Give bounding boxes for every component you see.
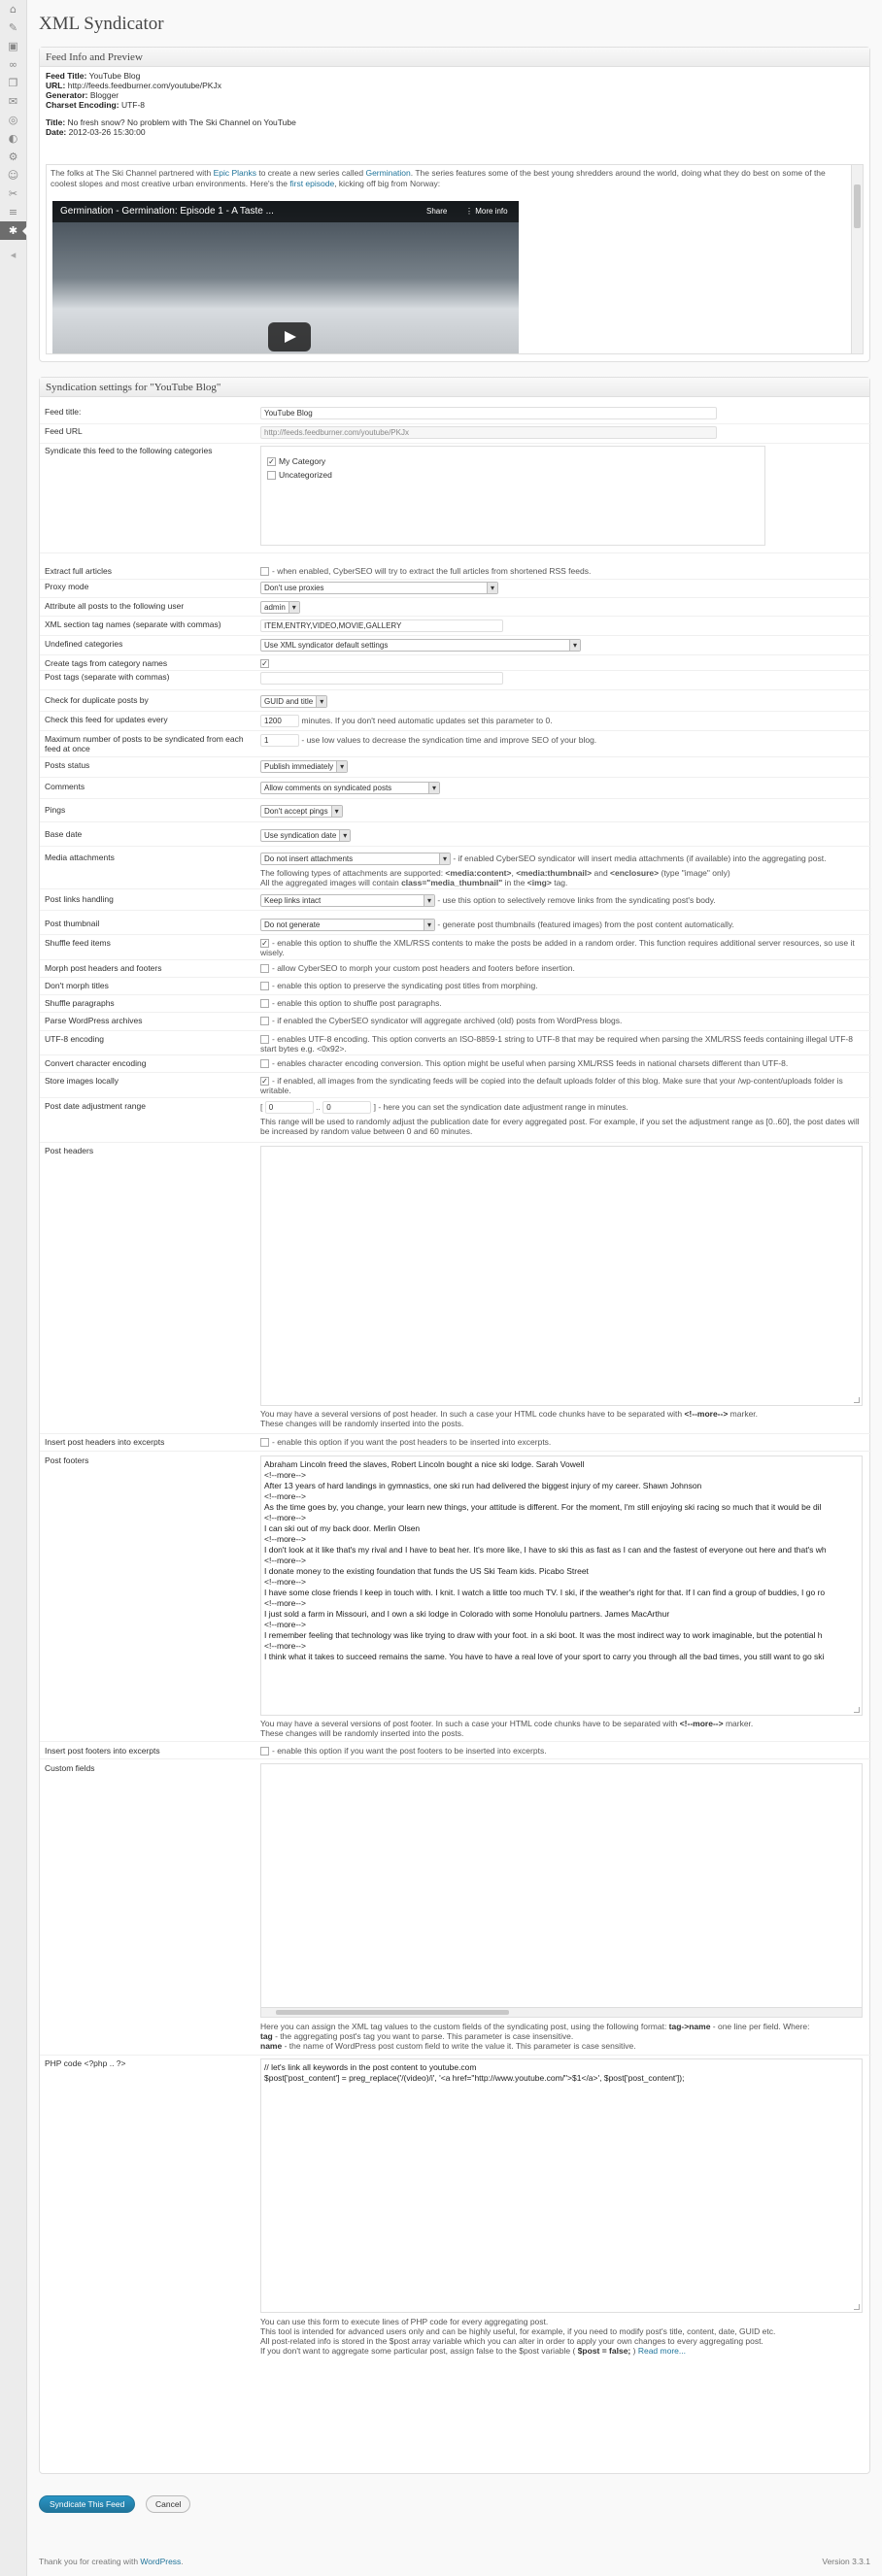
media-desc-2g: (type "image" only) <box>659 868 730 878</box>
footer-line: <!--more--> <box>264 1598 306 1608</box>
attribute-user-select[interactable]: admin ▾ <box>260 601 300 614</box>
shuffle-para-desc: - enable this option to shuffle post paragraphs. <box>272 998 442 1008</box>
category-checkbox[interactable]: ✓ <box>268 457 275 467</box>
store-images-label: Store images locally <box>45 1076 119 1086</box>
post-links-label: Post links handling <box>45 894 114 904</box>
store-images-desc: - if enabled, all images from the syndicating feeds will be copied into the default uploads folder of this blog. Make sure that your /wp-content/uploads folder is writable. <box>260 1076 843 1096</box>
footers-excerpts-desc: - enable this option if you want the post footers to be inserted into excerpts. <box>272 1746 547 1756</box>
admin-menu <box>0 0 27 2576</box>
post-footers-note-1 <box>260 1719 863 1728</box>
media-desc-2d: <media:thumbnail> <box>516 868 593 878</box>
duplicates-label: Check for duplicate posts by <box>45 695 149 705</box>
post-footers-label: Post footers <box>45 1455 89 1465</box>
post-thumb-label: Post thumbnail <box>45 919 100 928</box>
utf8-checkbox[interactable] <box>260 1035 269 1044</box>
post-headers-note <box>260 1409 863 1428</box>
dont-morph-checkbox[interactable] <box>260 982 269 990</box>
custom-fields-label: Custom fields <box>45 1763 95 1773</box>
footer-line: I can ski out of my back door. Merlin Olsen <box>264 1523 421 1533</box>
date-adjust-rbracket: ] <box>373 1102 376 1112</box>
shuffle-para-label: Shuffle paragraphs <box>45 998 115 1008</box>
media-desc-2f: <enclosure> <box>610 868 660 878</box>
charset-label: Charset Encoding: <box>46 100 119 110</box>
preview-text-4: , kicking off big from Norway: <box>334 179 441 188</box>
date-adjust-to[interactable] <box>322 1101 371 1114</box>
dont-morph-desc: - enable this option to preserve the syndicating post titles from morphing. <box>272 981 538 990</box>
morph-headers-desc: - allow CyberSEO to morph your custom post headers and footers before insertion. <box>272 963 575 973</box>
shuffle-feed-checkbox[interactable]: ✓ <box>261 939 268 949</box>
custom-fields-note-2b: - the aggregating post's tag you want to parse. This parameter is case insensitive. <box>272 2031 574 2041</box>
custom-fields-hscrollbar[interactable] <box>261 2007 862 2017</box>
convert-charset-label: Convert character encoding <box>45 1058 147 1068</box>
footer-line: <!--more--> <box>264 1513 306 1522</box>
post-tags-label: Post tags (separate with commas) <box>45 672 170 682</box>
footer-line: <!--more--> <box>264 1620 306 1629</box>
media-desc-2e: and <box>592 868 611 878</box>
media-icon[interactable]: ▣ <box>8 40 18 52</box>
post-links-select[interactable]: Keep links intact ▾ <box>260 894 435 907</box>
settings-icon[interactable]: ≡ <box>8 206 18 218</box>
proxy-select[interactable]: Don't use proxies ▾ <box>260 582 498 594</box>
appearance-icon[interactable]: ◐ <box>8 132 18 145</box>
base-date-label: Base date <box>45 829 83 839</box>
create-tags-label: Create tags from category names <box>45 658 168 668</box>
media-desc-3a: All the aggregated images will contain <box>260 878 402 887</box>
post-footers-note <box>260 1719 863 1738</box>
post-headers-note-1 <box>260 1409 863 1419</box>
footer-line: I think what it takes to succeed remains the same. You have to have a real love of your sport to carry you through all the bad times, you still want to go ski <box>264 1652 825 1661</box>
media-desc-3d: <img> <box>526 878 552 887</box>
play-icon[interactable] <box>268 322 311 351</box>
wordpress-link[interactable]: WordPress <box>140 2557 182 2566</box>
custom-fields-note-1c: - one line per field. Where: <box>710 2022 810 2031</box>
headers-excerpts-checkbox[interactable] <box>260 1438 269 1447</box>
date-adjust-desc: - here you can set the syndication date adjustment range in minutes. <box>378 1102 628 1112</box>
update-every-input[interactable] <box>260 715 299 727</box>
users-icon[interactable]: ☺ <box>7 169 19 182</box>
feed-title-input[interactable] <box>260 407 717 419</box>
comments-select[interactable]: Allow comments on syndicated posts ▾ <box>260 782 440 794</box>
custom-fields-note-2a: tag <box>260 2031 273 2041</box>
pings-label: Pings <box>45 805 66 815</box>
feed-title-label: Feed Title: <box>46 71 87 81</box>
resize-grip[interactable] <box>854 1707 860 1713</box>
duplicates-select[interactable]: GUID and title ▾ <box>260 695 327 708</box>
item-title-label: Title: <box>46 117 66 127</box>
video-player[interactable] <box>52 201 519 354</box>
custom-fields-note <box>260 2022 863 2051</box>
date-adjust-from[interactable] <box>265 1101 314 1114</box>
media-desc-3 <box>260 878 863 887</box>
post-status-select[interactable]: Publish immediately ▾ <box>260 760 348 773</box>
feed-info-box <box>39 47 870 362</box>
update-every-label: Check this feed for updates every <box>45 715 168 724</box>
feed-title-value: YouTube Blog <box>88 71 141 81</box>
footer-line: I donate money to the existing foundation that funds the US Ski Team kids. Picabo Street <box>264 1566 589 1576</box>
collapse-menu-icon[interactable]: ◂ <box>10 249 17 261</box>
category-label: Uncategorized <box>279 470 332 480</box>
post-thumb-select[interactable]: Do not generate ▾ <box>260 919 435 931</box>
post-thumb-desc: - generate post thumbnails (featured images) from the post content automatically. <box>437 919 734 929</box>
extract-full-checkbox[interactable] <box>260 567 269 576</box>
footers-excerpts-checkbox[interactable] <box>260 1747 269 1756</box>
post-headers-note-1b: <!--more--> <box>684 1409 729 1419</box>
parse-wp-label: Parse WordPress archives <box>45 1016 143 1025</box>
post-headers-label: Post headers <box>45 1146 94 1155</box>
media-desc-3c: in the <box>502 878 527 887</box>
php-note-4a: If you don't want to aggregate some particular post, assign false to the $post variable ( <box>260 2346 578 2356</box>
post-tags-input[interactable] <box>260 672 503 685</box>
base-date-select[interactable]: Use syndication date ▾ <box>260 829 351 842</box>
plugins-icon[interactable]: ⚙ <box>8 151 18 163</box>
shuffle-feed-label: Shuffle feed items <box>45 938 111 948</box>
footer-line: Abraham Lincoln freed the slaves, Robert Lincoln bought a nice ski lodge. Sarah Vowell <box>264 1459 585 1469</box>
footer-line: <!--more--> <box>264 1641 306 1651</box>
custom-fields-note-1a: Here you can assign the XML tag values to the custom fields of the syndicating post, using the following format: <box>260 2022 669 2031</box>
attribute-user-label: Attribute all posts to the following user <box>45 601 185 611</box>
dont-morph-label: Don't morph titles <box>45 981 109 990</box>
php-note-4b: $post = false; <box>577 2346 631 2356</box>
syndicate-feed-button[interactable]: Syndicate This Feed <box>39 2495 135 2513</box>
footer-line: I just sold a farm in Missouri, and I own a ski lodge in Colorado with some Honolulu partners. James MacArthur <box>264 1609 670 1619</box>
post-footers-note-2: These changes will be randomly inserted into the posts. <box>260 1728 464 1738</box>
headers-excerpts-label: Insert post headers into excerpts <box>45 1437 165 1447</box>
custom-fields-scroll-thumb[interactable] <box>276 2010 509 2015</box>
convert-charset-checkbox[interactable] <box>260 1059 269 1068</box>
max-posts-input[interactable] <box>260 734 299 747</box>
custom-fields-textarea[interactable] <box>260 1763 863 2018</box>
preview-text-2: to create a new series called <box>256 168 366 178</box>
php-line: // let's link all keywords in the post content to youtube.com <box>264 2062 477 2072</box>
feeds-icon[interactable]: ◎ <box>8 114 18 126</box>
php-note-2: This tool is intended for advanced users only and can be highly useful, for example, if you need to modify post's title, content, date, GUID etc. <box>260 2326 776 2336</box>
xml-tags-input[interactable] <box>260 619 503 632</box>
feed-preview-frame[interactable] <box>46 164 864 354</box>
shuffle-para-checkbox[interactable] <box>260 999 269 1008</box>
footer-line: I don't look at it like that's my rival and I have to beat her. It's more like, I have to ski this as fast as I can and the fastest of everyone out here and that's wh <box>264 1545 827 1555</box>
custom-fields-note-1 <box>260 2022 863 2031</box>
pings-select[interactable]: Don't accept pings ▾ <box>260 805 343 818</box>
media-desc-3b: class="media_thumbnail" <box>401 878 503 887</box>
version-text: Version 3.3.1 <box>822 2557 870 2566</box>
post-footers-textarea[interactable] <box>260 1455 863 1716</box>
post-headers-note-2: These changes will be randomly inserted into the posts. <box>260 1419 464 1428</box>
parse-wp-checkbox[interactable] <box>260 1017 269 1025</box>
headers-excerpts-desc: - enable this option if you want the post headers to be inserted into excerpts. <box>272 1437 552 1447</box>
feed-url-input[interactable] <box>260 426 717 439</box>
extract-full-desc: - when enabled, CyberSEO will try to extract the full articles from shortened RSS feeds. <box>272 566 592 576</box>
dashboard-icon[interactable]: ⌂ <box>10 3 17 16</box>
generator-label: Generator: <box>46 90 88 100</box>
syndication-settings-box <box>39 377 870 2474</box>
post-links-desc: - use this option to selectively remove links from the syndicating post's body. <box>437 894 716 905</box>
footer-line: <!--more--> <box>264 1491 306 1501</box>
convert-charset-desc: - enables character encoding conversion. This option might be useful when parsing XML/RSS feeds in national charsets different than UTF-8. <box>272 1058 789 1068</box>
morph-headers-checkbox[interactable] <box>260 964 269 973</box>
php-note-3: All post-related info is stored in the $post array variable which you can alter in order to apply your own changes to every aggregating post. <box>260 2336 763 2346</box>
create-tags-checkbox[interactable]: ✓ <box>261 659 268 669</box>
extract-full-label: Extract full articles <box>45 566 112 576</box>
footer-text: Thank you for creating with <box>39 2557 141 2566</box>
feed-info-lines <box>40 67 869 137</box>
custom-fields-note-2 <box>260 2031 863 2041</box>
php-note-4 <box>260 2346 863 2356</box>
footer-line: <!--more--> <box>264 1534 306 1544</box>
php-line: $post['post_content'] = preg_replace('/(video)/i', '<a href="http://www.youtube.com/">$1</a>', $post['post_content']); <box>264 2073 685 2083</box>
utf8-label: UTF-8 encoding <box>45 1034 104 1044</box>
tools-icon[interactable]: ✂ <box>8 187 18 200</box>
item-title-value: No fresh snow? No problem with The Ski Channel on YouTube <box>67 117 296 127</box>
read-more-link[interactable]: Read more... <box>637 2346 686 2356</box>
post-footers-note-1a: You may have a several versions of post footer. In such a case your HTML code chunks have to be separated with <box>260 1719 680 1728</box>
parse-wp-desc: - if enabled the CyberSEO syndicator will aggregate archived (old) posts from WordPress blogs. <box>272 1016 623 1025</box>
undefined-cats-label: Undefined categories <box>45 639 123 649</box>
footer-line: I remember feeling that technology was like trying to draw with your foot. in a ski boot. It was the most indirect way to work imaginable, but the potential h <box>264 1630 823 1640</box>
php-code-note <box>260 2317 863 2356</box>
xml-syndicator-icon[interactable]: ✱ <box>0 221 26 240</box>
update-every-desc: minutes. If you don't need automatic updates set this parameter to 0. <box>301 716 553 725</box>
preview-paragraph <box>47 165 863 189</box>
item-date-value: 2012-03-26 15:30:00 <box>68 127 146 137</box>
category-uncategorized[interactable] <box>267 468 759 482</box>
item-date-label: Date: <box>46 127 67 137</box>
footer-line: <!--more--> <box>264 1470 306 1480</box>
media-select[interactable]: Do not insert attachments ▾ <box>260 853 451 865</box>
comments-icon[interactable]: ✉ <box>8 95 18 108</box>
utf8-desc: - enables UTF-8 encoding. This option converts an ISO-8859-1 string to UTF-8 that may be required when parsing the XML/RSS feeds containing illegal UTF-8 start bytes e.g. <0x92>. <box>260 1034 853 1054</box>
cancel-button[interactable]: Cancel <box>146 2495 190 2513</box>
feed-title-label: Feed title: <box>45 407 82 417</box>
post-footers-note-1c: marker. <box>723 1719 754 1728</box>
footer-suffix: . <box>181 2557 184 2566</box>
custom-fields-note-3a: name <box>260 2041 283 2051</box>
categories-box <box>260 446 765 546</box>
pages-icon[interactable]: ❐ <box>8 77 18 89</box>
php-code-label: PHP code <?php .. ?> <box>45 2058 126 2068</box>
post-footers-note-1b: <!--more--> <box>679 1719 724 1728</box>
main-content <box>39 0 870 372</box>
footers-excerpts-label: Insert post footers into excerpts <box>45 1746 160 1756</box>
feed-info-heading: Feed Info and Preview <box>40 48 869 67</box>
video-more-info[interactable]: ⋮ More info <box>465 207 508 216</box>
generator-value: Blogger <box>89 90 119 100</box>
max-posts-desc: - use low values to decrease the syndication time and improve SEO of your blog. <box>301 735 597 745</box>
date-adjust-desc-2: This range will be used to randomly adjust the publication date for every aggregated post. For example, if you set the adjustment range as [0..60], the post dates will be increased by random value between 0 and 60 minutes. <box>260 1117 860 1136</box>
footer-line: <!--more--> <box>264 1556 306 1565</box>
date-adjust-sep: .. <box>316 1102 321 1112</box>
video-title: Germination - Germination: Episode 1 - A Taste ... <box>60 206 274 217</box>
php-code-textarea[interactable] <box>260 2058 863 2313</box>
media-label: Media attachments <box>45 853 115 862</box>
page-title: XML Syndicator <box>39 14 164 34</box>
charset-value: UTF-8 <box>120 100 146 110</box>
resize-grip[interactable] <box>854 2304 860 2310</box>
xml-tags-label: XML section tag names (separate with commas) <box>45 619 221 629</box>
category-checkbox[interactable] <box>267 471 276 480</box>
footer-line: I have some close friends I keep in touch with. I knit. I watch a little too much TV. I ski, if the weather's right for that. If I can find a group of buddies, I go ro <box>264 1588 826 1597</box>
category-my-category[interactable] <box>267 454 759 468</box>
php-note-4c: ) <box>630 2346 638 2356</box>
morph-headers-label: Morph post headers and footers <box>45 963 162 973</box>
links-icon[interactable]: ∞ <box>8 58 18 71</box>
proxy-label: Proxy mode <box>45 582 89 591</box>
footer-line: <!--more--> <box>264 1577 306 1587</box>
footer-line: After 13 years of hard landings in gymnastics, one ski run had delivered the biggest injury of my career. Shawn Johnson <box>264 1481 702 1490</box>
resize-grip[interactable] <box>854 1397 860 1403</box>
preview-scrollbar[interactable] <box>851 165 863 353</box>
category-label: My Category <box>279 456 326 466</box>
custom-fields-note-3b: - the name of WordPress post custom field to write the value it. This parameter is case sensitive. <box>282 2041 636 2051</box>
date-adjust-lbracket: [ <box>260 1102 263 1112</box>
post-status-label: Posts status <box>45 760 90 770</box>
preview-scroll-thumb[interactable] <box>854 184 861 228</box>
shuffle-feed-desc: - enable this option to shuffle the XML/RSS contents to make the posts be added in a random order. This function requires additional server resources, so use it wisely. <box>260 938 855 958</box>
media-desc-2b: <media:content> <box>445 868 512 878</box>
media-desc: - if enabled CyberSEO syndicator will insert media attachments (if available) into the aggregating post. <box>453 853 827 863</box>
post-headers-note-1c: marker. <box>728 1409 759 1419</box>
preview-text-1: The folks at The Ski Channel partnered with <box>51 168 214 178</box>
date-adjust-label: Post date adjustment range <box>45 1101 146 1111</box>
post-headers-note-1a: You may have a several versions of post header. In such a case your HTML code chunks have to be separated with <box>260 1409 685 1419</box>
germination-link[interactable]: Germination <box>365 168 411 178</box>
comments-label: Comments <box>45 782 85 791</box>
media-desc-3e: tag. <box>551 878 568 887</box>
store-images-checkbox[interactable]: ✓ <box>261 1077 268 1087</box>
feed-url-label: Feed URL <box>45 426 83 436</box>
epic-planks-link[interactable]: Epic Planks <box>213 168 256 178</box>
media-desc-2a: The following types of attachments are supported: <box>260 868 446 878</box>
categories-label: Syndicate this feed to the following categories <box>45 446 213 455</box>
custom-fields-note-1b: tag->name <box>668 2022 711 2031</box>
max-posts-label: Maximum number of posts to be syndicated from each feed at once <box>45 734 244 753</box>
php-note-1: You can use this form to execute lines of PHP code for every aggregating post. <box>260 2317 549 2326</box>
post-headers-textarea[interactable] <box>260 1146 863 1406</box>
footer-line: As the time goes by, you change, your learn new things, your attitude is different. For the moment, I'm still enjoying ski racing so much that it would be dil <box>264 1502 822 1512</box>
custom-fields-note-3 <box>260 2041 863 2051</box>
footer <box>39 2557 870 2566</box>
url-label: URL: <box>46 81 66 90</box>
media-desc-2 <box>260 868 863 878</box>
feed-url-value: http://feeds.feedburner.com/youtube/PKJx <box>67 81 221 90</box>
preview-text-3: . The series features some of the best young shredders around the world, doing what they do best on some of the coolest slopes and most creative urban environments. Here's the <box>51 168 826 188</box>
first-episode-link[interactable]: first episode <box>289 179 335 188</box>
undefined-cats-select[interactable]: Use XML syndicator default settings ▾ <box>260 639 581 652</box>
posts-icon[interactable]: ✎ <box>8 21 18 34</box>
video-share[interactable]: Share <box>426 207 448 216</box>
settings-heading: Syndication settings for "YouTube Blog" <box>40 378 869 397</box>
media-desc-2c: , <box>511 868 517 878</box>
